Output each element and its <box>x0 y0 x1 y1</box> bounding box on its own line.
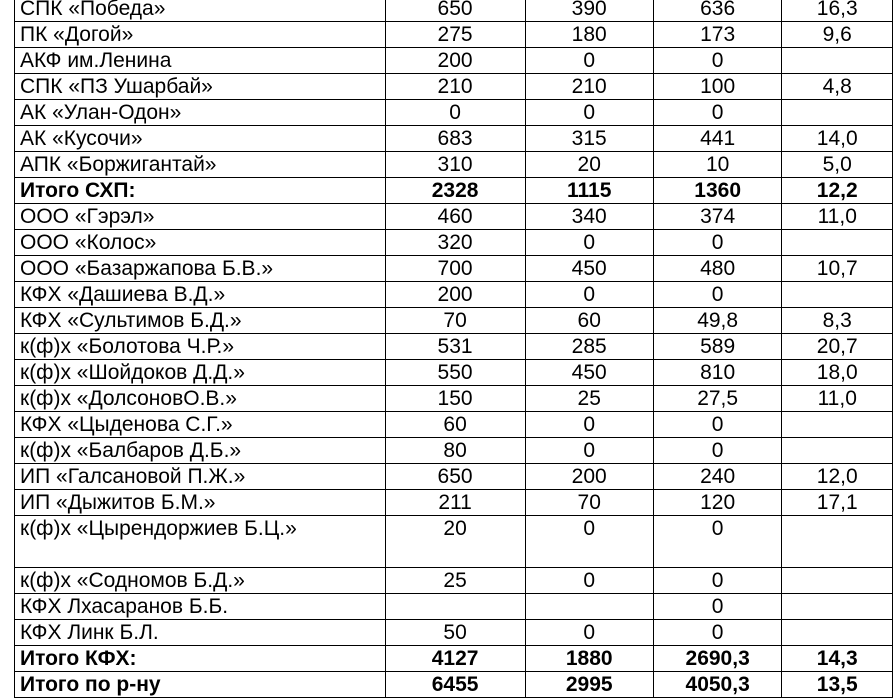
table-row <box>15 490 893 516</box>
cell-col3: 10 <box>653 152 782 178</box>
cell-col2: 210 <box>525 74 653 100</box>
row-name: Итого КФХ: <box>15 646 386 672</box>
subtotal-row <box>15 178 893 204</box>
cell-col4: 20,7 <box>782 334 893 360</box>
table-row <box>15 282 893 308</box>
cell-col3: 0 <box>653 620 782 646</box>
cell-col2: 20 <box>525 152 653 178</box>
cell-col1: 211 <box>385 490 525 516</box>
cell-col4 <box>782 568 893 594</box>
cell-col3: 2690,3 <box>653 646 782 672</box>
cell-col3: 589 <box>653 334 782 360</box>
row-name: Итого СХП: <box>15 178 386 204</box>
cell-col2: 0 <box>525 230 653 256</box>
cell-col1 <box>385 594 525 620</box>
cell-col1: 50 <box>385 620 525 646</box>
cell-col4: 12,0 <box>782 464 893 490</box>
cell-col2: 315 <box>525 126 653 152</box>
cell-col2: 0 <box>525 620 653 646</box>
table-row <box>15 620 893 646</box>
cell-col2: 390 <box>525 0 653 22</box>
cell-col3: 0 <box>653 100 782 126</box>
table-row <box>15 308 893 334</box>
cell-col2: 2995 <box>525 672 653 698</box>
cell-col2: 340 <box>525 204 653 230</box>
cell-col1: 4127 <box>385 646 525 672</box>
cell-col3: 0 <box>653 516 782 568</box>
cell-col1: 80 <box>385 438 525 464</box>
row-name: к(ф)х «Содномов Б.Д.» <box>15 568 386 594</box>
table-row <box>15 386 893 412</box>
row-name: КФХ «Сультимов Б.Д.» <box>15 308 386 334</box>
cell-col1: 6455 <box>385 672 525 698</box>
cell-col4: 5,0 <box>782 152 893 178</box>
data-table <box>14 0 893 698</box>
cell-col3: 0 <box>653 230 782 256</box>
cell-col1: 60 <box>385 412 525 438</box>
row-name: КФХ Лхасаранов Б.Б. <box>15 594 386 620</box>
row-name: АКФ им.Ленина <box>15 48 386 74</box>
cell-col2: 200 <box>525 464 653 490</box>
cell-col1: 200 <box>385 48 525 74</box>
cell-col1: 310 <box>385 152 525 178</box>
row-name: ИП «Галсановой П.Ж.» <box>15 464 386 490</box>
cell-col3: 120 <box>653 490 782 516</box>
cell-col4: 13,5 <box>782 672 893 698</box>
table-row <box>15 152 893 178</box>
cell-col4 <box>782 282 893 308</box>
table-row <box>15 516 893 568</box>
cell-col3: 636 <box>653 0 782 22</box>
cell-col4: 8,3 <box>782 308 893 334</box>
table-row <box>15 74 893 100</box>
table-row <box>15 412 893 438</box>
table-row <box>15 438 893 464</box>
row-name: к(ф)х «Шойдоков Д.Д.» <box>15 360 386 386</box>
cell-col2: 1880 <box>525 646 653 672</box>
table-row <box>15 126 893 152</box>
cell-col1: 150 <box>385 386 525 412</box>
row-name: ООО «Гэрэл» <box>15 204 386 230</box>
cell-col4: 9,6 <box>782 22 893 48</box>
cell-col3: 480 <box>653 256 782 282</box>
row-name: ИП «Дыжитов Б.М.» <box>15 490 386 516</box>
cell-col4: 16,3 <box>782 0 893 22</box>
cell-col1: 25 <box>385 568 525 594</box>
cell-col1: 531 <box>385 334 525 360</box>
cell-col2: 450 <box>525 360 653 386</box>
row-name: к(ф)х «Балбаров Д.Б.» <box>15 438 386 464</box>
table-row <box>15 594 893 620</box>
table-row <box>15 22 893 48</box>
cell-col4: 14,0 <box>782 126 893 152</box>
cell-col3: 0 <box>653 282 782 308</box>
table-row <box>15 0 893 22</box>
table-row <box>15 360 893 386</box>
cell-col2: 450 <box>525 256 653 282</box>
table-row <box>15 204 893 230</box>
row-name: КФХ Линк Б.Л. <box>15 620 386 646</box>
cell-col2: 25 <box>525 386 653 412</box>
cell-col4: 4,8 <box>782 74 893 100</box>
cell-col3: 1360 <box>653 178 782 204</box>
cell-col3: 100 <box>653 74 782 100</box>
cell-col3: 0 <box>653 568 782 594</box>
row-name: к(ф)х «Болотова Ч.Р.» <box>15 334 386 360</box>
cell-col2: 0 <box>525 48 653 74</box>
table-row <box>15 464 893 490</box>
cell-col1: 20 <box>385 516 525 568</box>
cell-col1: 683 <box>385 126 525 152</box>
cell-col4 <box>782 438 893 464</box>
cell-col4 <box>782 620 893 646</box>
row-name: Итого по р-ну <box>15 672 386 698</box>
cell-col4: 11,0 <box>782 204 893 230</box>
cell-col4: 17,1 <box>782 490 893 516</box>
cell-col3: 0 <box>653 412 782 438</box>
cell-col1: 0 <box>385 100 525 126</box>
cell-col3: 27,5 <box>653 386 782 412</box>
row-name: ООО «Колос» <box>15 230 386 256</box>
table-row <box>15 334 893 360</box>
row-name: к(ф)х «Цырендоржиев Б.Ц.» <box>15 516 386 568</box>
cell-col4: 10,7 <box>782 256 893 282</box>
row-name: ООО «Базаржапова Б.В.» <box>15 256 386 282</box>
cell-col4 <box>782 594 893 620</box>
cell-col4: 11,0 <box>782 386 893 412</box>
cell-col3: 0 <box>653 438 782 464</box>
cell-col2: 0 <box>525 438 653 464</box>
cell-col1: 650 <box>385 0 525 22</box>
table-row <box>15 256 893 282</box>
cell-col1: 275 <box>385 22 525 48</box>
cell-col4 <box>782 230 893 256</box>
cell-col2: 0 <box>525 282 653 308</box>
cell-col1: 210 <box>385 74 525 100</box>
row-name: АК «Кусочи» <box>15 126 386 152</box>
cell-col1: 2328 <box>385 178 525 204</box>
cell-col3: 240 <box>653 464 782 490</box>
cell-col1: 550 <box>385 360 525 386</box>
cell-col2: 0 <box>525 568 653 594</box>
cell-col1: 700 <box>385 256 525 282</box>
cell-col3: 173 <box>653 22 782 48</box>
table-row <box>15 100 893 126</box>
cell-col3: 441 <box>653 126 782 152</box>
row-name: КФХ «Дашиева В.Д.» <box>15 282 386 308</box>
cell-col4: 12,2 <box>782 178 893 204</box>
cell-col2: 0 <box>525 412 653 438</box>
cell-col2: 285 <box>525 334 653 360</box>
cell-col3: 4050,3 <box>653 672 782 698</box>
cell-col3: 810 <box>653 360 782 386</box>
row-name: АПК «Боржигантай» <box>15 152 386 178</box>
table-row <box>15 48 893 74</box>
row-name: СПК «Победа» <box>15 0 386 22</box>
table-row <box>15 568 893 594</box>
table-row <box>15 230 893 256</box>
cell-col2: 0 <box>525 516 653 568</box>
cell-col4 <box>782 100 893 126</box>
cell-col3: 0 <box>653 594 782 620</box>
cell-col4 <box>782 48 893 74</box>
cell-col1: 200 <box>385 282 525 308</box>
cell-col2: 60 <box>525 308 653 334</box>
cell-col1: 70 <box>385 308 525 334</box>
cell-col1: 320 <box>385 230 525 256</box>
cell-col1: 650 <box>385 464 525 490</box>
cell-col4: 14,3 <box>782 646 893 672</box>
cell-col3: 374 <box>653 204 782 230</box>
cell-col2: 1115 <box>525 178 653 204</box>
cell-col4: 18,0 <box>782 360 893 386</box>
row-name: АК «Улан-Одон» <box>15 100 386 126</box>
row-name: ПК «Догой» <box>15 22 386 48</box>
row-name: к(ф)х «ДолсоновО.В.» <box>15 386 386 412</box>
cell-col3: 0 <box>653 48 782 74</box>
row-name: КФХ «Цыденова С.Г.» <box>15 412 386 438</box>
cell-col2 <box>525 594 653 620</box>
subtotal-row <box>15 646 893 672</box>
cell-col4 <box>782 412 893 438</box>
cell-col2: 0 <box>525 100 653 126</box>
cell-col2: 180 <box>525 22 653 48</box>
row-name: СПК «ПЗ Ушарбай» <box>15 74 386 100</box>
cell-col4 <box>782 516 893 568</box>
cell-col1: 460 <box>385 204 525 230</box>
cell-col2: 70 <box>525 490 653 516</box>
cell-col3: 49,8 <box>653 308 782 334</box>
